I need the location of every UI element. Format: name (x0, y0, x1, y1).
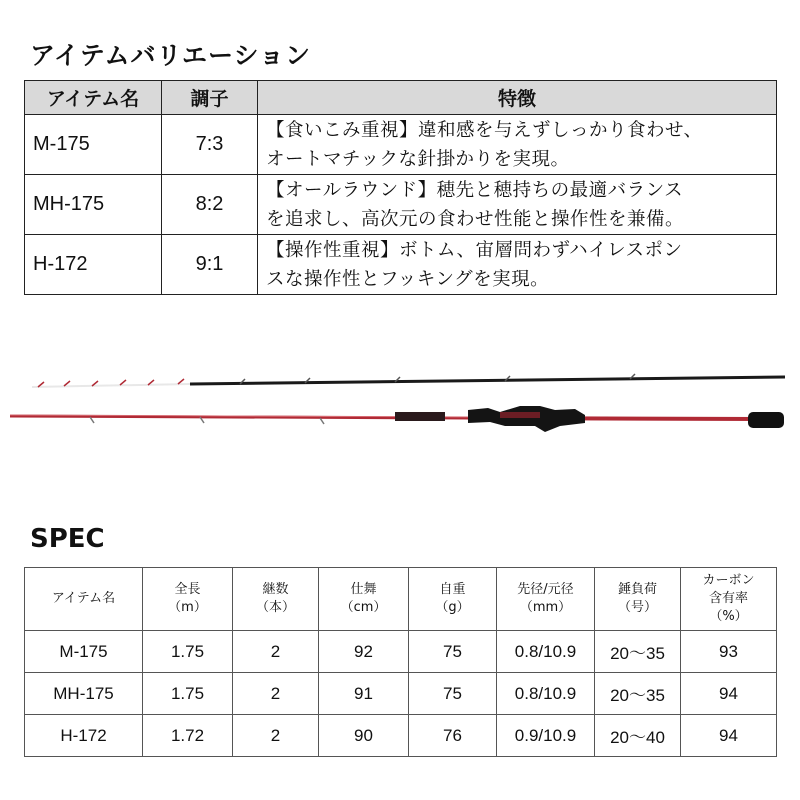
spec-cell: 20～40 (595, 715, 681, 757)
spec-cell: 0.9/10.9 (497, 715, 595, 757)
spec-cell: 2 (233, 631, 319, 673)
spec-cell: 0.8/10.9 (497, 673, 595, 715)
feature-line-1: 【オールラウンド】穂先と穂持ちの最適バランス (266, 179, 684, 201)
spec-cell: 2 (233, 715, 319, 757)
table-row (25, 673, 777, 715)
spec-header-length: 全長 （m） (143, 568, 233, 631)
spec-cell: 93 (681, 631, 777, 673)
feature-text (258, 235, 777, 295)
header-item-name: アイテム名 (25, 81, 162, 115)
spec-cell: 91 (319, 673, 409, 715)
variation-table (24, 80, 777, 295)
spec-cell: 75 (409, 673, 497, 715)
spec-cell: 2 (233, 673, 319, 715)
header-action: 調子 (162, 81, 258, 115)
reel-seat (468, 406, 585, 432)
variation-title: アイテムバリエーション (30, 41, 312, 70)
butt-section (10, 406, 784, 432)
variation-header-row (25, 81, 777, 115)
spec-cell: M-175 (25, 631, 143, 673)
spec-cell: 90 (319, 715, 409, 757)
spec-cell: 76 (409, 715, 497, 757)
spec-cell: 92 (319, 631, 409, 673)
feature-text (258, 175, 777, 235)
spec-cell: MH-175 (25, 673, 143, 715)
spec-cell: 1.72 (143, 715, 233, 757)
table-row (25, 175, 777, 235)
spec-cell: 1.75 (143, 631, 233, 673)
spec-header-row (25, 568, 777, 631)
header-feature: 特徴 (258, 81, 777, 115)
tip-blank-dark (190, 377, 785, 384)
tip-blank-white (32, 384, 190, 387)
item-name: H-172 (25, 235, 162, 295)
table-row (25, 115, 777, 175)
rod-label-band (395, 412, 445, 421)
spec-title: SPEC (30, 524, 105, 554)
table-row (25, 235, 777, 295)
item-name: M-175 (25, 115, 162, 175)
action-ratio: 7:3 (162, 115, 258, 175)
spec-header-closed-length: 仕舞 （cm） (319, 568, 409, 631)
rod-illustration (0, 360, 800, 460)
action-ratio: 9:1 (162, 235, 258, 295)
spec-cell: 94 (681, 715, 777, 757)
spec-cell: 94 (681, 673, 777, 715)
spec-header-item-name: アイテム名 (25, 568, 143, 631)
spec-cell: 20～35 (595, 673, 681, 715)
item-name: MH-175 (25, 175, 162, 235)
spec-header-pieces: 継数 （本） (233, 568, 319, 631)
feature-line-2: スな操作性とフッキングを実現。 (266, 268, 550, 290)
action-ratio: 8:2 (162, 175, 258, 235)
spec-header-carbon: カーボン 含有率 （%） (681, 568, 777, 631)
tip-section (32, 374, 785, 387)
spec-table (24, 567, 777, 757)
feature-line-1: 【食いこみ重視】違和感を与えずしっかり食わせ、 (266, 119, 703, 141)
spec-cell: 20～35 (595, 631, 681, 673)
butt-grip (748, 412, 784, 428)
table-row (25, 631, 777, 673)
spec-cell: H-172 (25, 715, 143, 757)
spec-header-diameter: 先径/元径 （mm） (497, 568, 595, 631)
spec-cell: 0.8/10.9 (497, 631, 595, 673)
spec-cell: 75 (409, 631, 497, 673)
feature-text (258, 115, 777, 175)
spec-cell: 1.75 (143, 673, 233, 715)
spec-header-weight: 自重 （g） (409, 568, 497, 631)
feature-line-2: オートマチックな針掛かりを実現。 (266, 148, 570, 170)
table-row (25, 715, 777, 757)
feature-line-1: 【操作性重視】ボトム、宙層問わずハイレスポン (266, 239, 683, 261)
feature-line-2: を追求し、高次元の食わせ性能と操作性を兼備。 (266, 208, 685, 230)
spec-header-sinker-load: 錘負荷 （号） (595, 568, 681, 631)
